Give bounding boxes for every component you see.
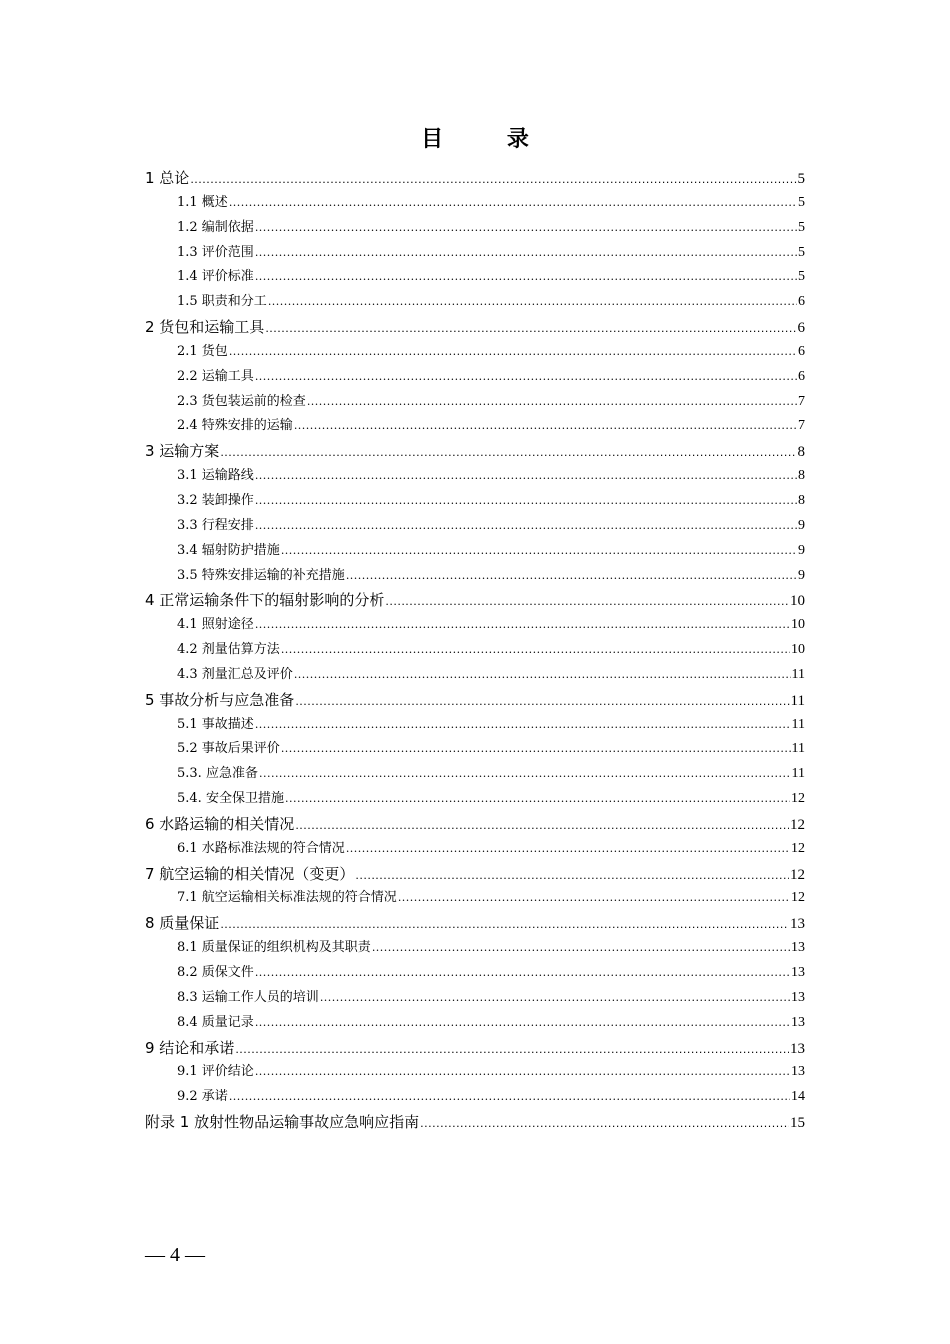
dot-leader bbox=[285, 787, 790, 812]
toc-entry-label: 5.3. 应急准备 bbox=[177, 766, 258, 782]
toc-entry-page: 5 bbox=[798, 269, 805, 285]
toc-entry-label: 9 结论和承诺 bbox=[145, 1038, 235, 1057]
toc-section[interactable] bbox=[145, 713, 805, 738]
toc-section[interactable] bbox=[145, 613, 805, 638]
table-of-contents bbox=[145, 166, 805, 1135]
toc-chapter[interactable] bbox=[145, 812, 805, 837]
toc-section[interactable] bbox=[145, 390, 805, 415]
toc-entry-page: 8 bbox=[798, 468, 805, 484]
toc-chapter[interactable] bbox=[145, 1036, 805, 1061]
toc-entry-page: 12 bbox=[791, 890, 805, 906]
dot-leader bbox=[255, 713, 791, 738]
toc-entry-label: 2.3 货包装运前的检查 bbox=[177, 393, 306, 409]
dot-leader bbox=[346, 837, 790, 862]
dot-leader bbox=[355, 864, 789, 889]
toc-section[interactable] bbox=[145, 961, 805, 986]
toc-entry-label: 9.1 评价结论 bbox=[177, 1064, 254, 1080]
toc-entry-label: 1.4 评价标准 bbox=[177, 269, 254, 285]
toc-entry-page: 15 bbox=[790, 1115, 805, 1132]
toc-entry-label: 1.3 评价范围 bbox=[177, 244, 254, 260]
toc-entry-page: 10 bbox=[790, 593, 805, 610]
toc-section[interactable] bbox=[145, 290, 805, 315]
dot-leader bbox=[255, 489, 797, 514]
toc-entry-label: 2.1 货包 bbox=[177, 343, 228, 359]
toc-entry-page: 10 bbox=[791, 617, 805, 633]
toc-chapter[interactable] bbox=[145, 439, 805, 464]
toc-entry-page: 9 bbox=[798, 517, 805, 533]
dot-leader bbox=[255, 365, 797, 390]
toc-section[interactable] bbox=[145, 638, 805, 663]
toc-section[interactable] bbox=[145, 1011, 805, 1036]
page-number: — 4 — bbox=[145, 1244, 205, 1266]
toc-entry-page: 12 bbox=[791, 791, 805, 807]
toc-entry-label: 7 航空运输的相关情况（变更） bbox=[145, 864, 355, 883]
dot-leader bbox=[320, 986, 790, 1011]
toc-entry-page: 13 bbox=[791, 989, 805, 1005]
dot-leader bbox=[255, 241, 797, 266]
toc-entry-page: 11 bbox=[791, 766, 805, 782]
dot-leader bbox=[255, 961, 790, 986]
dot-leader bbox=[281, 638, 790, 663]
toc-section[interactable] bbox=[145, 986, 805, 1011]
toc-entry-label: 3 运输方案 bbox=[145, 442, 220, 461]
dot-leader bbox=[294, 663, 791, 688]
dot-leader bbox=[268, 290, 797, 315]
toc-entry-label: 1.1 概述 bbox=[177, 194, 228, 210]
toc-section[interactable] bbox=[145, 663, 805, 688]
dot-leader bbox=[229, 1085, 790, 1110]
dot-leader bbox=[265, 317, 796, 342]
toc-entry-label: 1.5 职责和分工 bbox=[177, 294, 267, 310]
dot-leader bbox=[420, 1112, 789, 1137]
toc-entry-label: 附录 1 放射性物品运输事故应急响应指南 bbox=[145, 1113, 420, 1132]
toc-entry-page: 11 bbox=[791, 716, 805, 732]
toc-entry-page: 13 bbox=[791, 1064, 805, 1080]
dot-leader bbox=[229, 340, 797, 365]
toc-entry-page: 14 bbox=[791, 1089, 805, 1105]
toc-section[interactable] bbox=[145, 514, 805, 539]
dot-leader bbox=[190, 168, 796, 193]
toc-entry-page: 12 bbox=[790, 866, 805, 883]
toc-section[interactable] bbox=[145, 787, 805, 812]
dot-leader bbox=[255, 464, 797, 489]
dot-leader bbox=[385, 590, 789, 615]
toc-entry-label: 6.1 水路标准法规的符合情况 bbox=[177, 840, 345, 856]
dot-leader bbox=[281, 737, 791, 762]
toc-entry-page: 6 bbox=[798, 343, 805, 359]
toc-entry-label: 6 水路运输的相关情况 bbox=[145, 814, 295, 833]
toc-entry-page: 5 bbox=[797, 171, 805, 187]
toc-section[interactable] bbox=[145, 241, 805, 266]
dot-leader bbox=[295, 690, 789, 715]
toc-entry-label: 5.2 事故后果评价 bbox=[177, 741, 280, 757]
toc-entry-page: 11 bbox=[791, 666, 805, 682]
dot-leader bbox=[255, 265, 797, 290]
toc-section[interactable] bbox=[145, 365, 805, 390]
dot-leader bbox=[259, 762, 791, 787]
dot-leader bbox=[220, 913, 789, 938]
toc-entry-page: 6 bbox=[798, 368, 805, 384]
toc-chapter[interactable] bbox=[145, 862, 805, 887]
dot-leader bbox=[235, 1038, 789, 1063]
toc-section[interactable] bbox=[145, 539, 805, 564]
dot-leader bbox=[255, 1011, 790, 1036]
toc-entry-page: 12 bbox=[791, 840, 805, 856]
toc-entry-label: 5 事故分析与应急准备 bbox=[145, 690, 295, 709]
toc-chapter[interactable] bbox=[145, 588, 805, 613]
toc-entry-label: 4.2 剂量估算方法 bbox=[177, 642, 280, 658]
toc-section[interactable] bbox=[145, 1085, 805, 1110]
toc-entry-label: 8.2 质保文件 bbox=[177, 965, 254, 980]
toc-entry-page: 12 bbox=[790, 816, 805, 833]
dot-leader bbox=[295, 814, 789, 839]
toc-entry-page: 11 bbox=[790, 692, 805, 709]
toc-entry-label: 2 货包和运输工具 bbox=[145, 318, 265, 337]
dot-leader bbox=[307, 390, 797, 415]
toc-entry-page: 13 bbox=[791, 1014, 805, 1030]
toc-entry-page: 7 bbox=[798, 418, 805, 434]
toc-entry-label: 4 正常运输条件下的辐射影响的分析 bbox=[145, 591, 385, 610]
toc-entry-page: 10 bbox=[791, 642, 805, 658]
toc-entry-label: 3.5 特殊安排运输的补充措施 bbox=[177, 567, 345, 583]
toc-entry-page: 7 bbox=[798, 393, 805, 409]
toc-entry-page: 8 bbox=[797, 444, 805, 461]
toc-chapter[interactable] bbox=[145, 166, 805, 191]
toc-entry-page: 13 bbox=[790, 916, 805, 933]
toc-entry-label: 3.3 行程安排 bbox=[177, 517, 254, 533]
dot-leader bbox=[255, 1060, 790, 1085]
toc-entry-label: 1 总论 bbox=[145, 169, 190, 187]
toc-section[interactable] bbox=[145, 762, 805, 787]
toc-chapter[interactable] bbox=[145, 688, 805, 713]
toc-entry-label: 8.3 运输工作人员的培训 bbox=[177, 989, 319, 1005]
toc-entry-page: 13 bbox=[791, 940, 805, 956]
toc-section[interactable] bbox=[145, 936, 805, 961]
toc-section[interactable] bbox=[145, 489, 805, 514]
dot-leader bbox=[255, 613, 790, 638]
toc-entry-page: 8 bbox=[798, 492, 805, 508]
page-title: 目 录 bbox=[421, 127, 557, 152]
toc-entry-page: 13 bbox=[790, 1040, 805, 1057]
dot-leader bbox=[346, 564, 797, 589]
toc-entry-page: 5 bbox=[798, 219, 805, 235]
toc-entry-label: 4.1 照射途径 bbox=[177, 617, 254, 633]
dot-leader bbox=[220, 441, 796, 466]
toc-entry-page: 6 bbox=[798, 294, 805, 310]
dot-leader bbox=[255, 514, 797, 539]
dot-leader bbox=[281, 539, 797, 564]
toc-chapter[interactable] bbox=[145, 911, 805, 936]
toc-section[interactable] bbox=[145, 340, 805, 365]
toc-entry-label: 8.4 质量记录 bbox=[177, 1014, 254, 1030]
toc-entry-label: 5.1 事故描述 bbox=[177, 716, 254, 732]
toc-entry-label: 8 质量保证 bbox=[145, 914, 220, 933]
dot-leader bbox=[229, 191, 797, 216]
toc-section[interactable] bbox=[145, 464, 805, 489]
dot-leader bbox=[255, 216, 797, 241]
toc-entry-label: 3.4 辐射防护措施 bbox=[177, 542, 280, 558]
toc-entry-label: 3.1 运输路线 bbox=[177, 468, 254, 484]
toc-section[interactable] bbox=[145, 216, 805, 241]
toc-chapter[interactable] bbox=[145, 315, 805, 340]
toc-section[interactable] bbox=[145, 414, 805, 439]
dot-leader bbox=[398, 886, 790, 911]
toc-section[interactable] bbox=[145, 737, 805, 762]
toc-entry-label: 7.1 航空运输相关标准法规的符合情况 bbox=[177, 890, 397, 906]
toc-entry-label: 3.2 装卸操作 bbox=[177, 492, 254, 508]
toc-section[interactable] bbox=[145, 1060, 805, 1085]
toc-entry-label: 4.3 剂量汇总及评价 bbox=[177, 666, 293, 682]
toc-entry-label: 9.2 承诺 bbox=[177, 1089, 228, 1105]
toc-section[interactable] bbox=[145, 886, 805, 911]
toc-entry-label: 8.1 质量保证的组织机构及其职责 bbox=[177, 940, 371, 956]
toc-entry-label: 5.4. 安全保卫措施 bbox=[177, 791, 284, 807]
dot-leader bbox=[294, 414, 797, 439]
toc-section[interactable] bbox=[145, 564, 805, 589]
toc-entry-page: 9 bbox=[798, 542, 805, 558]
toc-chapter[interactable] bbox=[145, 1110, 805, 1135]
toc-section[interactable] bbox=[145, 837, 805, 862]
toc-entry-page: 5 bbox=[798, 244, 805, 260]
toc-section[interactable] bbox=[145, 191, 805, 216]
toc-section[interactable] bbox=[145, 265, 805, 290]
toc-entry-page: 9 bbox=[798, 567, 805, 583]
toc-entry-page: 6 bbox=[797, 320, 805, 337]
dot-leader bbox=[372, 936, 790, 961]
toc-entry-label: 2.2 运输工具 bbox=[177, 368, 254, 384]
toc-entry-label: 2.4 特殊安排的运输 bbox=[177, 418, 293, 434]
toc-entry-page: 11 bbox=[791, 741, 805, 757]
toc-entry-label: 1.2 编制依据 bbox=[177, 219, 254, 235]
toc-entry-page: 5 bbox=[798, 194, 805, 210]
toc-entry-page: 13 bbox=[791, 965, 805, 980]
